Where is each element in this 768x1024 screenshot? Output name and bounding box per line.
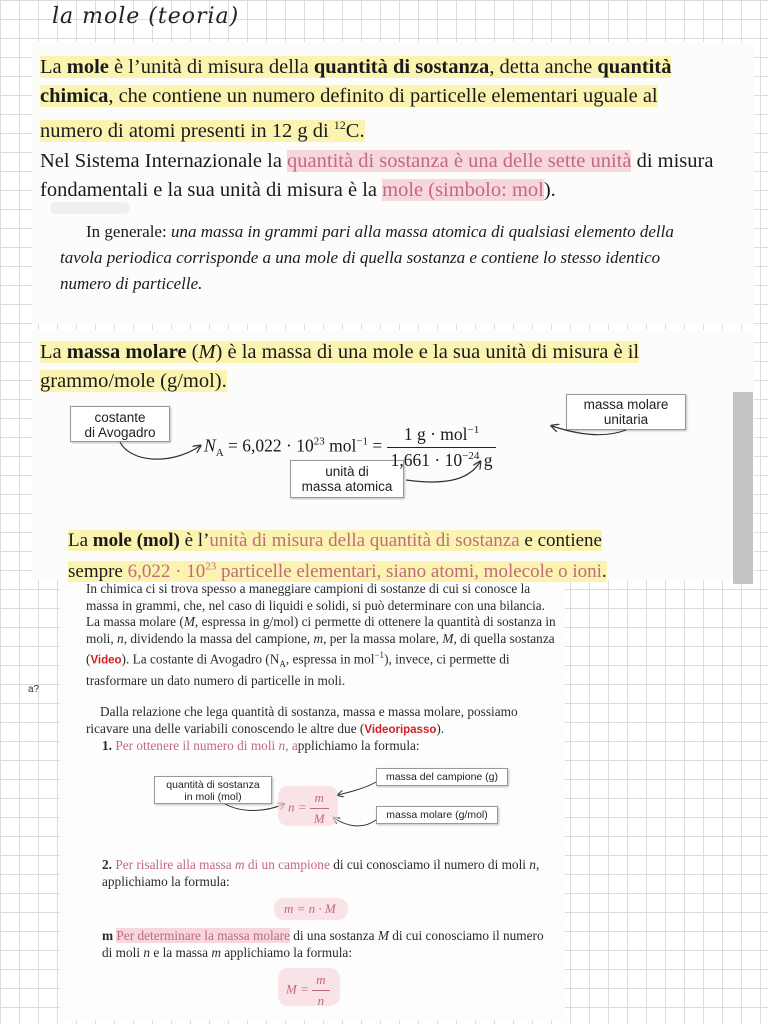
formula-fraction: $\frac{1 g \cdot mol^{-1}}{1,661 \cdot 10^{-24} g}$	[387, 424, 497, 471]
arrow-uma	[406, 462, 480, 482]
list-item-2: 2. Per risalire alla massa m di un campione di cui conosciamo il numero di moli n, applichiamo la formula:	[102, 857, 540, 889]
mole-summary: La mole (mol) è l’unità di misura della quantità di sostanza e contiene sempre $6,022 \cdot 10^{23}$ particelle elementari, siano atomi, molecole o ioni.	[68, 530, 607, 583]
textbook-paragraph: In chimica ci si trova spesso a maneggiare campioni di sostanze di cui si conosce la massa in grammi, che, nel caso di liquidi e solidi, si può determinare con una bilancia. La massa molare (M, espressa in g/mol) ci permette di ottenere la quantità di sostanza in moli, n, dividendo la massa del campione, m, per la massa molare, M, di quella sostanza (Video). La costante di Avogadro ($N_A$, espressa in mol$^{-1}$), invece, ci permette di trasformare un dato numero di particelle in moli.	[86, 581, 556, 689]
general-rule: In generale: una massa in grammi pari alla massa atomica di qualsiasi elemento della tavola periodica corrisponde a una mole di quella sostanza e contiene lo stesso identico numero di particelle.	[60, 222, 674, 293]
formula-m: m = n · M	[284, 901, 336, 916]
formula-n: n = $\frac{m}{M}$	[288, 790, 329, 827]
label-molar-mass: massa molare (g/mol)	[376, 806, 498, 824]
arrow-avogadro	[120, 442, 200, 459]
scrollbar[interactable]	[733, 392, 753, 584]
si-paragraph: Nel Sistema Internazionale la quantità di sostanza è una delle sette unità di misura fondamentali e la sua unità di misura è la mole (simbolo: mol).	[40, 150, 714, 201]
videoripasso-link[interactable]: Videoripasso	[364, 723, 437, 736]
label-moles-quantity: quantità di sostanza in moli (mol)	[154, 776, 272, 804]
label-unit-molar-mass: massa molare unitaria	[566, 394, 686, 430]
arrow-molar-mass	[552, 426, 626, 435]
arrow-molar	[334, 818, 376, 826]
video-link[interactable]: Video	[90, 654, 122, 667]
arrow-sample-mass	[338, 782, 376, 795]
list-item-3: m Per determinare la massa molare di una sostanza M di cui conosciamo il numero di moli n e la massa m applichiamo la formula:	[102, 928, 544, 960]
margin-mark: a?	[28, 684, 40, 695]
list-item-1: 1. Per ottenere il numero di moli n, applichiamo la formula:	[102, 738, 420, 753]
avogadro-formula: $N_A = 6,022 \cdot 10^{23}$ mol$^{-1}$ = $\frac{1 g \cdot mol^{-1}}{1,661 \cdot 10^{-24} g}$	[204, 424, 496, 471]
formula-M: M = $\frac{m}{n}$	[286, 972, 330, 1009]
page-title: la mole (teoria)	[52, 4, 240, 29]
label-sample-mass: massa del campione (g)	[376, 768, 508, 786]
label-avogadro-constant: costante di Avogadro	[70, 406, 170, 442]
mole-definition: La mole è l’unità di misura della quantità di sostanza, detta anche quantità chimica, che contiene un numero definito di particelle elementari uguale al numero di atomi presenti in 12 g di $^{12}$C.	[40, 56, 672, 142]
label-atomic-mass-unit: unità di massa atomica	[290, 460, 404, 498]
molar-mass-definition: La massa molare (M) è la massa di una mole e la sua unità di misura è il grammo/mole (g/mol).	[40, 341, 640, 392]
relation-paragraph: Dalla relazione che lega quantità di sostanza, massa e massa molare, possiamo ricavare una delle variabili conoscendo le altre due (Videoripasso).	[86, 704, 518, 736]
